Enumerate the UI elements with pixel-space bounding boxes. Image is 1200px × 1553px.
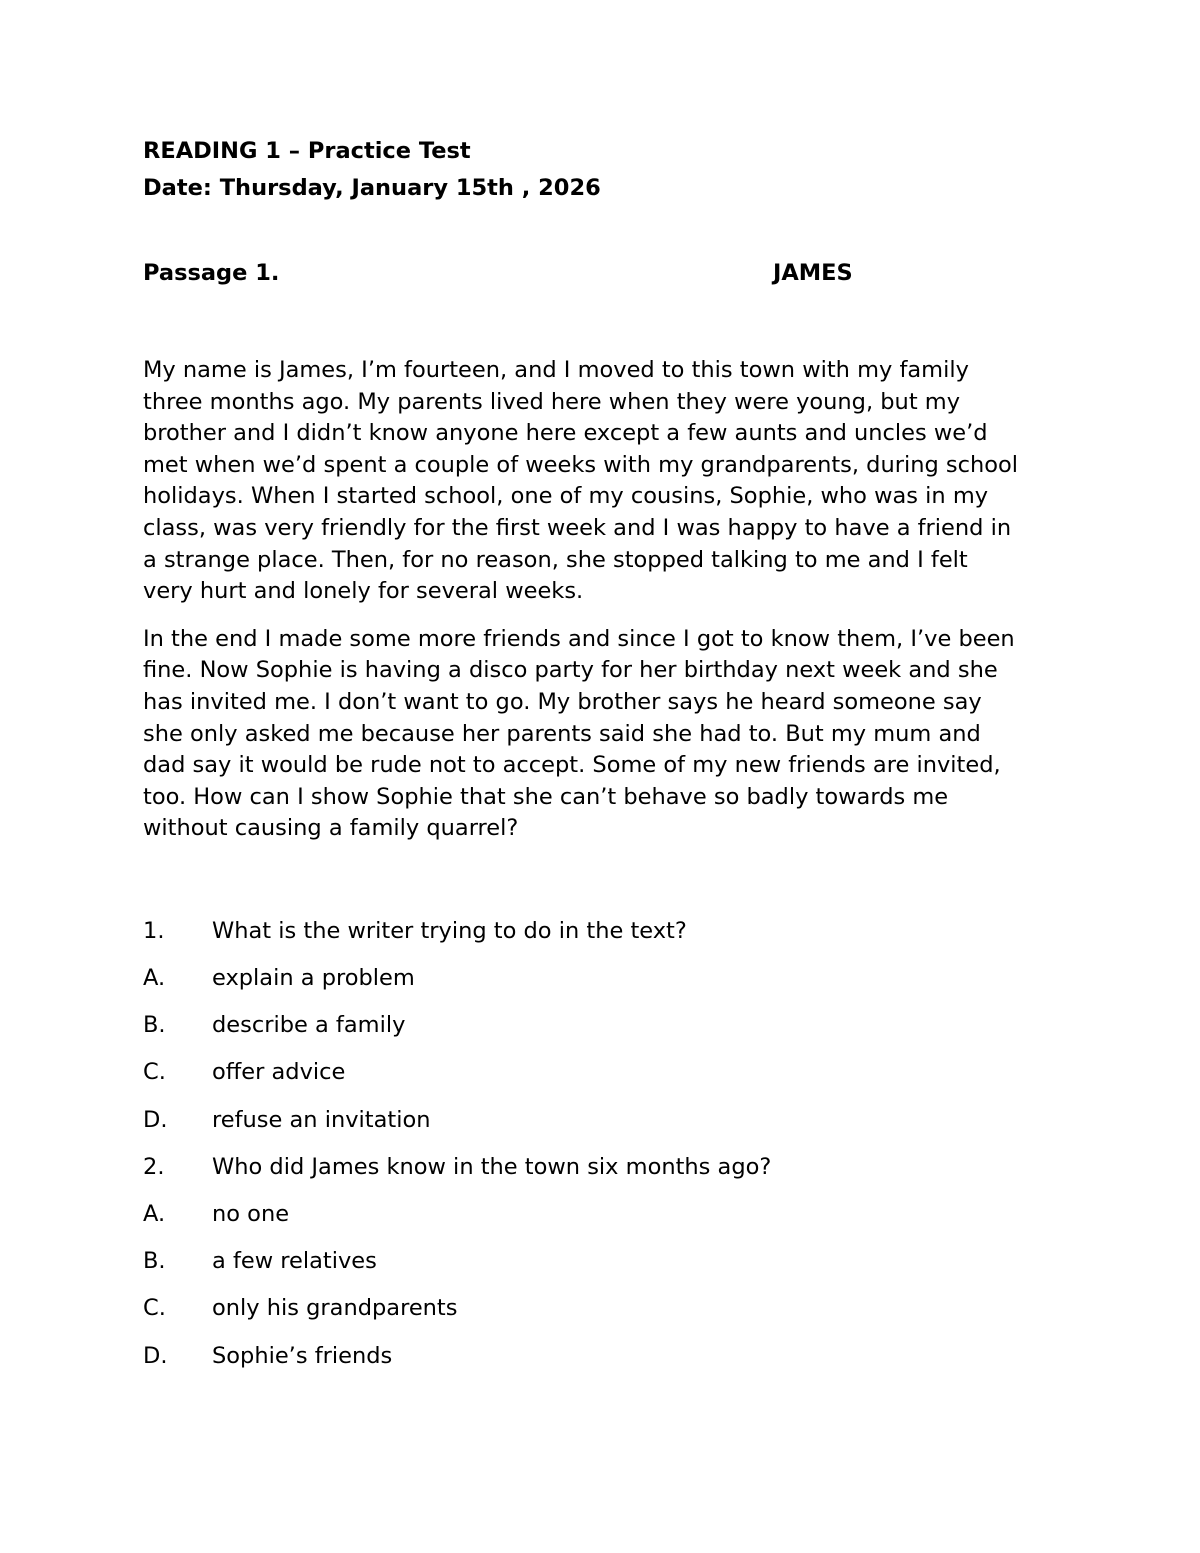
question-1-option-c — [143, 1057, 1073, 1104]
question-text: What is the writer trying to do in the text? — [212, 917, 687, 944]
option-letter: C. — [143, 1059, 166, 1086]
paragraph-line: too. How can I show Sophie that she can’t behave so badly towards me — [143, 783, 949, 810]
option-text: offer advice — [212, 1059, 346, 1086]
question-text: Who did James know in the town six months ago? — [212, 1153, 772, 1180]
paragraph-line: three months ago. My parents lived here when they were young, but my — [143, 388, 961, 415]
option-text: a few relatives — [212, 1248, 377, 1275]
question-1 — [143, 916, 1073, 963]
paragraph-line: class, was very friendly for the first week and I was happy to have a friend in — [143, 514, 1012, 541]
option-letter: C. — [143, 1295, 166, 1322]
question-2-option-a — [143, 1199, 1073, 1246]
question-list — [143, 916, 1073, 1388]
question-2-option-b — [143, 1246, 1073, 1293]
paragraph-line: dad say it would be rude not to accept. Some of my new friends are invited, — [143, 752, 1001, 779]
option-letter: B. — [143, 1012, 166, 1039]
paragraph-line: brother and I didn’t know anyone here except a few aunts and uncles we’d — [143, 420, 988, 447]
option-letter: B. — [143, 1248, 166, 1275]
paragraph-line: she only asked me because her parents said she had to. But my mum and — [143, 720, 981, 747]
passage-paragraph-2 — [143, 624, 1073, 845]
option-text: describe a family — [212, 1012, 406, 1039]
question-2-option-c — [143, 1293, 1073, 1340]
question-number: 2. — [143, 1153, 165, 1180]
option-letter: D. — [143, 1342, 168, 1369]
passage-paragraph-1 — [143, 355, 1073, 608]
question-1-option-a — [143, 963, 1073, 1010]
question-2 — [143, 1152, 1073, 1199]
passage-title: JAMES — [773, 260, 853, 286]
option-text: no one — [212, 1201, 290, 1228]
paragraph-line: In the end I made some more friends and since I got to know them, I’ve been — [143, 625, 1015, 652]
paragraph-line: a strange place. Then, for no reason, she stopped talking to me and I felt — [143, 546, 968, 573]
question-1-option-d — [143, 1105, 1073, 1152]
option-letter: D. — [143, 1106, 168, 1133]
option-text: refuse an invitation — [212, 1106, 431, 1133]
paragraph-line: very hurt and lonely for several weeks. — [143, 578, 584, 605]
option-letter: A. — [143, 965, 166, 992]
passage-label: Passage 1. — [143, 260, 280, 286]
question-number: 1. — [143, 917, 165, 944]
option-text: explain a problem — [212, 965, 415, 992]
paragraph-line: without causing a family quarrel? — [143, 815, 519, 842]
test-date: Date: Thursday, January 15th , 2026 — [143, 175, 601, 201]
paragraph-line: has invited me. I don’t want to go. My brother says he heard someone say — [143, 688, 982, 715]
question-1-option-b — [143, 1010, 1073, 1057]
option-letter: A. — [143, 1201, 166, 1228]
question-2-option-d — [143, 1341, 1073, 1388]
option-text: Sophie’s friends — [212, 1342, 393, 1369]
paragraph-line: met when we’d spent a couple of weeks with my grandparents, during school — [143, 451, 1019, 478]
page-title: READING 1 – Practice Test — [143, 138, 471, 164]
paragraph-line: My name is James, I’m fourteen, and I moved to this town with my family — [143, 357, 969, 383]
passage-header — [143, 258, 1073, 298]
option-text: only his grandparents — [212, 1295, 458, 1322]
paragraph-line: fine. Now Sophie is having a disco party for her birthday next week and she — [143, 657, 998, 684]
document-page — [143, 136, 1073, 1388]
paragraph-line: holidays. When I started school, one of my cousins, Sophie, who was in my — [143, 483, 989, 510]
